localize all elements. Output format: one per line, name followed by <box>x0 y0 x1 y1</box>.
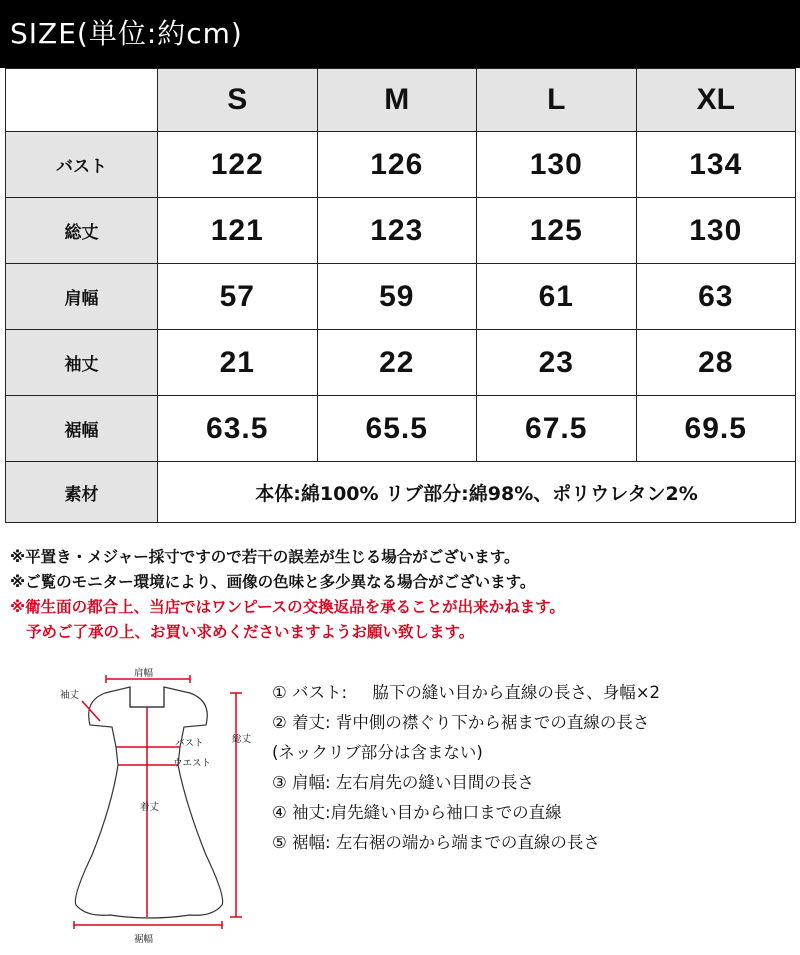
row-label-bust: バスト <box>6 132 158 198</box>
notes <box>10 545 790 645</box>
list-item <box>272 828 792 858</box>
measure-desc: 左右肩先の縫い目間の長さ <box>335 773 534 792</box>
header-bar <box>0 0 800 68</box>
cell-bust-m: 126 <box>317 132 477 198</box>
size-table <box>5 68 796 523</box>
size-title: SIZE(単位:約cm) <box>10 17 243 50</box>
cell-bust-l: 130 <box>477 132 637 198</box>
diagram-label-bust: バスト <box>175 738 204 749</box>
measure-desc: 肩先縫い目から袖口までの直線 <box>330 803 562 822</box>
cell-hem-xl: 69.5 <box>636 396 796 462</box>
table-row <box>6 264 796 330</box>
cell-sleeve-s: 21 <box>158 330 318 396</box>
row-label-material: 素材 <box>6 462 158 523</box>
note-monitor: ※ご覧のモニター環境により、画像の色味と多少異なる場合がございます。 <box>10 573 536 591</box>
measure-name: 袖丈: <box>292 803 331 822</box>
size-header-s: S <box>158 69 318 132</box>
cell-hem-l: 67.5 <box>477 396 637 462</box>
cell-hem-s: 63.5 <box>158 396 318 462</box>
measure-desc: 背中側の襟ぐり下から裾までの直線の長さ <box>335 713 650 732</box>
measure-number: ① <box>272 683 287 702</box>
cell-bust-s: 122 <box>158 132 318 198</box>
cell-shoulder-l: 61 <box>477 264 637 330</box>
cell-shoulder-s: 57 <box>158 264 318 330</box>
note-measurement: ※平置き・メジャー採寸ですので若干の誤差が生じる場合がございます。 <box>10 548 520 566</box>
cell-shoulder-m: 59 <box>317 264 477 330</box>
warning-line-2: 予めご了承の上、お買い求めくださいますようお願い致します。 <box>26 623 475 641</box>
cell-sleeve-xl: 28 <box>636 330 796 396</box>
measure-name: バスト: <box>292 683 348 702</box>
size-header-row <box>6 69 796 132</box>
cell-sleeve-l: 23 <box>477 330 637 396</box>
measure-number: ⑤ <box>272 833 287 852</box>
cell-total-length-s: 121 <box>158 198 318 264</box>
warning-line-1: ※衛生面の都合上、当店ではワンピースの交換返品を承ることが出来かねます。 <box>10 598 565 616</box>
measure-number: ③ <box>272 773 287 792</box>
measure-name: 裾幅: <box>292 833 331 852</box>
table-row <box>6 132 796 198</box>
list-item <box>272 708 792 738</box>
row-label-hem: 裾幅 <box>6 396 158 462</box>
list-item <box>272 678 792 708</box>
measure-name: 肩幅: <box>292 773 331 792</box>
table-row <box>6 396 796 462</box>
list-item <box>272 768 792 798</box>
measurement-legend <box>272 678 792 858</box>
corner-cell <box>6 69 158 132</box>
size-header-xl: XL <box>636 69 796 132</box>
measure-name: 着丈: <box>292 713 331 732</box>
row-label-total-length: 総丈 <box>6 198 158 264</box>
row-label-sleeve: 袖丈 <box>6 330 158 396</box>
diagram-label-waist: ウエスト <box>173 758 212 769</box>
size-header-l: L <box>477 69 637 132</box>
measure-desc: 左右裾の端から端までの直線の長さ <box>335 833 600 852</box>
measure-desc: 脇下の縫い目から直線の長さ、身幅×2 <box>372 683 661 702</box>
cell-bust-xl: 134 <box>636 132 796 198</box>
diagram-label-sleeve: 袖丈 <box>60 690 80 701</box>
cell-total-length-m: 123 <box>317 198 477 264</box>
material-row <box>6 462 796 523</box>
diagram-label-shoulder: 肩幅 <box>134 668 154 679</box>
table-row <box>6 198 796 264</box>
cell-total-length-l: 125 <box>477 198 637 264</box>
measure-number: ④ <box>272 803 287 822</box>
cell-shoulder-xl: 63 <box>636 264 796 330</box>
measure-desc: (ネックリブ部分は含まない) <box>272 743 483 762</box>
cell-sleeve-m: 22 <box>317 330 477 396</box>
table-row <box>6 330 796 396</box>
cell-total-length-xl: 130 <box>636 198 796 264</box>
material-value: 本体:綿100% リブ部分:綿98%、ポリウレタン2% <box>158 462 796 523</box>
diagram-label-total-length: 総丈 <box>232 734 252 745</box>
diagram-label-hem: 裾幅 <box>134 934 154 945</box>
dress-diagram <box>30 665 275 950</box>
diagram-label-length: 着丈 <box>140 802 160 813</box>
measure-number: ② <box>272 713 287 732</box>
list-item <box>272 798 792 828</box>
size-header-m: M <box>317 69 477 132</box>
list-item <box>272 738 792 768</box>
cell-hem-m: 65.5 <box>317 396 477 462</box>
row-label-shoulder: 肩幅 <box>6 264 158 330</box>
